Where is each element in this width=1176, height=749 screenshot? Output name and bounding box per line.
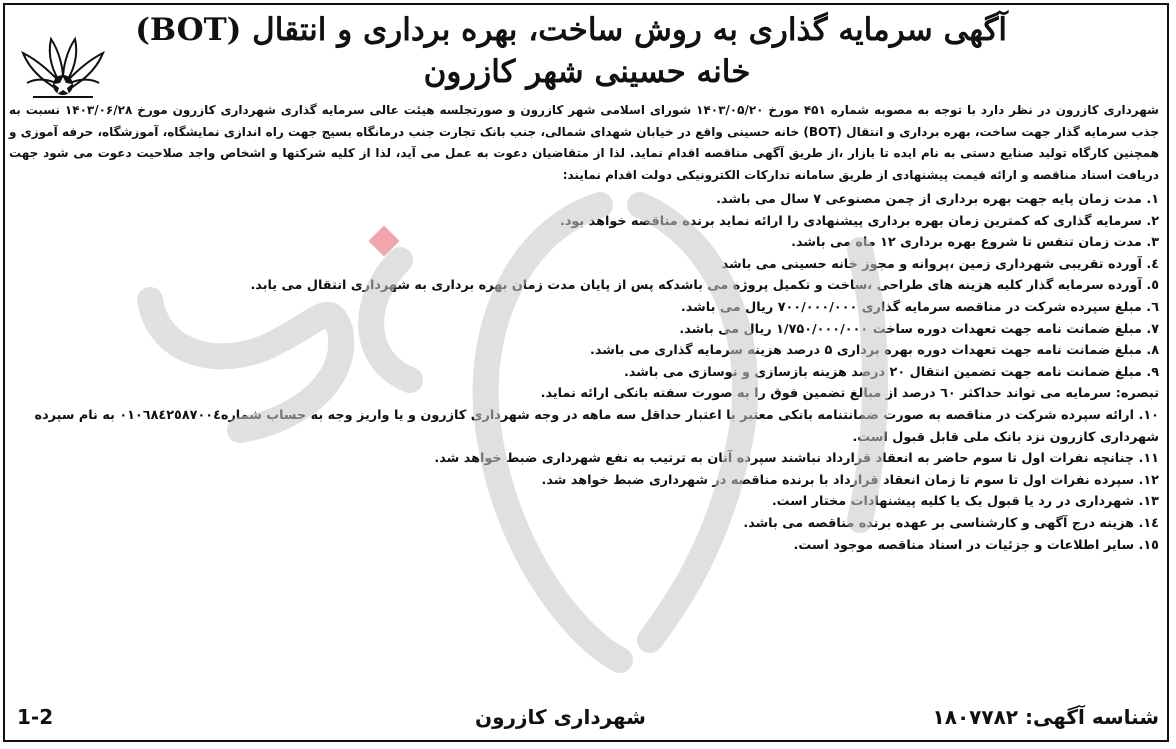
- condition-item: ۱۳. شهرداری در رد یا قبول یک یا کلیه پیشنهادات مختار است.: [771, 494, 1159, 510]
- issuer-name: شهرداری کازرون: [475, 705, 646, 729]
- condition-item: ۱۰. ارائه سپرده شرکت در مناقصه به صورت ضمانتنامه بانکی معتبر با اعتبار حداقل سه ماهه در وجه شهرداری کازرون و یا واریز وجه به حساب شماره٠١٠٦٨٤٢٥٨٧٠٠٤ به نام سپرده شهرداری کازرون نزد بانک ملی قابل قبول است.: [34, 407, 1159, 445]
- condition-item: ٥. آورده سرمایه گذار کلیه هزینه های طراحی ،ساخت و تکمیل پروژه می باشدکه پس از پایان مدت زمان بهره برداری به شهرداری انتقال می یابد.: [250, 278, 1159, 294]
- condition-item: ۹. مبلغ ضمانت نامه جهت تضمین انتقال ۲۰ درصد هزینه بازسازی و نوسازی می باشد.: [623, 364, 1159, 380]
- tender-notice: [3, 3, 1169, 742]
- notice-title: آگهی سرمایه گذاری به روش ساخت، بهره برداری و انتقال (BOT): [135, 12, 1007, 48]
- condition-item: ۷. مبلغ ضمانت نامه جهت تعهدات دوره ساخت ۱/۷۵۰/۰۰۰/۰۰۰ ریال می باشد.: [679, 321, 1159, 337]
- condition-item: ۱۲. سپرده نفرات اول تا سوم تا زمان انعقاد قرارداد با برنده مناقصه در شهرداری ضبط خواهد شد.: [541, 472, 1159, 488]
- condition-item: ۸. مبلغ ضمانت نامه جهت تعهدات دوره بهره برداری ۵ درصد هزینه سرمایه گذاری می باشد.: [590, 343, 1159, 359]
- notice-id: شناسه آگهی: ۱۸۰۷۷۸۲: [932, 705, 1159, 729]
- condition-item: ۱٥. سایر اطلاعات و جزئیات در اسناد مناقصه موجود است.: [793, 537, 1159, 553]
- condition-item: ۲. سرمایه گذاری که کمترین زمان بهره برداری پیشنهادی را ارائه نماید برنده مناقصه خواهد بود.: [559, 213, 1159, 229]
- conditions-list: [9, 189, 1159, 556]
- condition-item: ٤. آورده تقریبی شهرداری زمین ،پروانه و مجوز خانه حسینی می باشد: [721, 256, 1159, 272]
- condition-item: ٦. مبلغ سپرده شرکت در مناقصه سرمایه گذاری ۷۰۰/۰۰۰/۰۰۰ ریال می باشد.: [680, 299, 1159, 315]
- notice-subtitle: خانه حسینی شهر کازرون: [423, 54, 751, 90]
- condition-item: ۳. مدت زمان تنفس تا شروع بهره برداری ۱۲ ماه می باشد.: [791, 235, 1159, 251]
- note-item: تبصره: سرمایه می تواند حداکثر ٦٠ درصد از مبالغ تضمین فوق را به صورت سفته بانکی ارائه نماید.: [540, 386, 1159, 402]
- condition-item: ۱۱. چنانچه نفرات اول تا سوم حاضر به انعقاد قرارداد نباشند سپرده آنان به ترتیب به نفع شهرداری ضبط خواهد شد.: [434, 451, 1159, 467]
- condition-item: ۱٤. هزینه درج آگهی و کارشناسی بر عهده برنده مناقصه می باشد.: [743, 515, 1159, 531]
- intro-paragraph: شهرداری کازرون در نظر دارد با توجه به مصوبه شماره ۴۵۱ مورخ ۱۴۰۳/۰۵/۲۰ شورای اسلامی شهر کازرون و صورتجلسه هیئت عالی سرمایه گذاری شهرداری کازرون مورخ ۱۴۰۳/۰۶/۲۸ نسبت به جذب سرمایه گذار جهت ساخت، بهره برداری و انتقال (BOT) خانه حسینی واقع در خیابان شهدای شمالی، جنب بانک تجارت جنب درمانگاه بسیج جهت راه اندازی نمایشگاه، آموزشگاه، حرفه آموزی و همچنین کارگاه تولید صنایع دستی به نام ایده تا بازار ،از طریق آگهی مناقصه اقدام نماید. لذا از متقاضیان دعوت به عمل می آید، لذا از کلیه شرکتها و اشخاص واجد صلاحیت دعوت می شود جهت دریافت اسناد مناقصه و ارائه قیمت پیشنهادی از طریق سامانه تدارکات الکترونیکی دولت اقدام نمایند:: [9, 103, 1159, 182]
- municipality-logo-icon: [17, 33, 109, 103]
- condition-item: ۱. مدت زمان پایه جهت بهره برداری از چمن مصنوعی ۷ سال می باشد.: [716, 192, 1159, 207]
- notice-code: 1-2: [17, 705, 54, 729]
